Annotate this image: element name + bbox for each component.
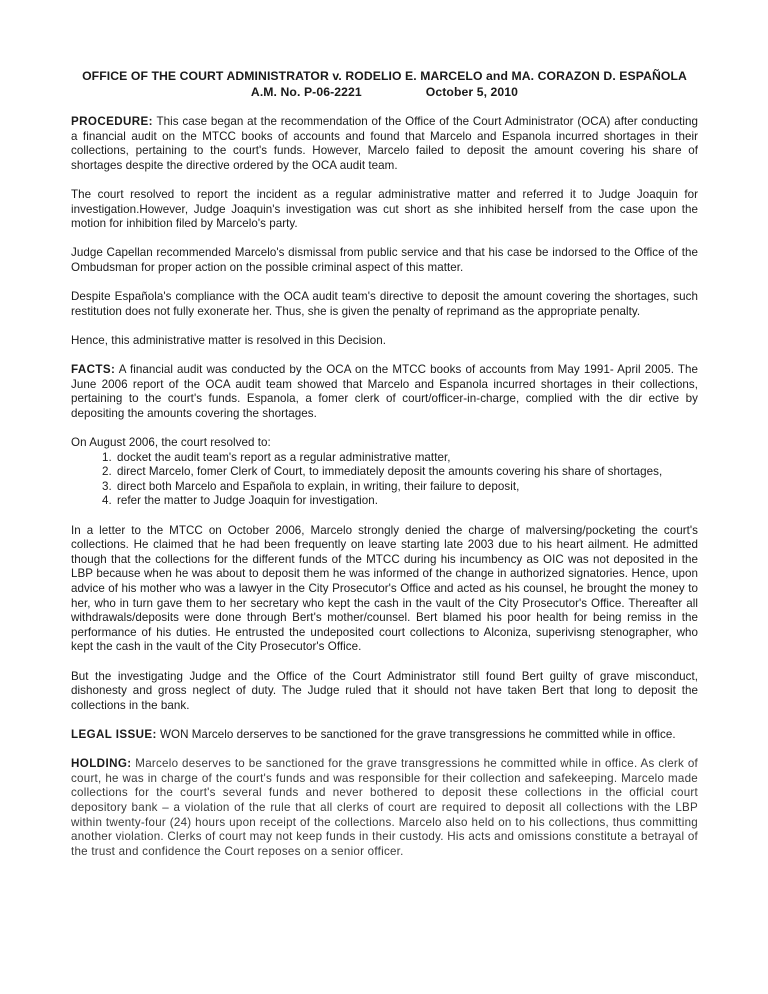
holding-label: HOLDING: [71,757,132,771]
list-item: 4. refer the matter to Judge Joaquin for investigation. [115,494,698,509]
document-title [71,68,698,100]
case-reference [71,84,698,100]
case-number: A.M. No. P-06-2221 [250,85,362,99]
procedure-label: PROCEDURE: [71,115,153,128]
resolution-intro: On August 2006, the court resolved to: [71,436,271,450]
resolution-note-paragraph: Hence, this administrative matter is resolved in this Decision. [71,333,387,347]
facts-label: FACTS: [71,363,116,377]
finding-paragraph: But the investigating Judge and the Office of the Court Administrator still found Bert guilty of grave misconduct, dishonesty and gross neglect of duty. The Judge ruled that it should not have taken Bert that long to deposit the collections in the bank. [71,669,698,712]
list-item: 3. direct both Marcelo and Española to explain, in writing, their failure to deposit, [115,480,698,495]
referral-paragraph: The court resolved to report the incident as a regular administrative matter and referred it to Judge Joaquin for investigation.However, Judge Joaquin's investigation was cut short as she inhibited herself from the case upon the motion for inhibition filed by Marcelo's party. [71,187,698,231]
letter-paragraph: In a letter to the MTCC on October 2006, Marcelo strongly denied the charge of malversing/pocketing the court's collections. He claimed that he had been frequently on leave starting late 2003 due to his heart ailment. He admitted though that the collections for the different funds of the MTCC during his incumbency as OIC was not deposited in the LBP because when he was about to deposit them he was informed of the change in authorized signatories. Hence, upon advice of his mother who was a lawyer in the City Prosecutor's Office and acted as his counsel, he brought the money to her, who in turn gave them to her secretary who kept the cash in the vault of the City Prosecutor's Office. Thereafter all withdrawals/deposits were done through Bert's mother/counsel. Bert blamed his poor health for being remiss in the performance of his duties. He entrusted the undeposited court collections to Alconiza, superivisng stenographer, who kept the cash in the vault of the City Prosecutor's Office. [71,523,698,654]
facts-text: A financial audit was conducted by the OCA on the MTCC books of accounts from May 1991- April 2005. The June 2006 report of the OCA audit team showed that Marcelo and Espanola incurred shortages in their collections, pertaining to the court's funds. Espanola, a fomer clerk of court/officer-in-charge, complied with the dir ective by depositing the amounts covering the shortages. [71,363,698,420]
holding-text: Marcelo deserves to be sanctioned for the grave transgressions he committed while in office. As clerk of court, he was in charge of the court's funds and was responsible for their collection and safekeeping. Marcelo made collections for the court's several funds and never bothered to deposit these collections in the official court depository bank – a violation of the rule that all clerks of court are required to deposit all collections with the LBP within twenty-four (24) hours upon receipt of the collections. Marcelo also held on to his collections, thus committing another violation. Clerks of court may not keep funds in their custody. His acts and omissions constitute a betrayal of the trust and confidence the Court reposes on a senior officer. [71,757,698,858]
holding-paragraph [71,757,698,859]
procedure-paragraph [71,115,698,173]
facts-paragraph [71,363,698,421]
legal-issue-paragraph [71,728,698,743]
recommendation-paragraph: Judge Capellan recommended Marcelo's dismissal from public service and that his case be indorsed to the Office of the Ombudsman for proper action on the possible criminal aspect of this matter. [71,246,698,274]
legal-issue-label: LEGAL ISSUE: [71,727,157,741]
resolution-block [71,436,698,509]
list-item: 2. direct Marcelo, fomer Clerk of Court, to immediately deposit the amounts covering his share of shortages, [115,465,698,480]
procedure-text: This case began at the recommendation of the Office of the Court Administrator (OCA) after conducting a financial audit on the MTCC books of accounts and found that Marcelo and Espanola incurred shortages in their collections, pertaining to the court's funds. However, Marcelo failed to deposit the amount covering his share of shortages despite the directive ordered by the OCA audit team. [71,115,698,172]
case-title: OFFICE OF THE COURT ADMINISTRATOR v. RODELIO E. MARCELO and MA. CORAZON D. ESPAÑOLA [82,69,687,83]
list-item: 1. docket the audit team's report as a regular administrative matter, [115,451,698,466]
legal-issue-text: WON Marcelo derserves to be sanctioned for the grave transgressions he committed while in office. [156,727,676,741]
espanola-paragraph: Despite Española's compliance with the OCA audit team's directive to deposit the amount covering the shortages, such restitution does not fully exonerate her. Thus, she is given the penalty of reprimand as the appropriate penalty. [71,290,698,318]
document-page [71,68,698,859]
decision-date: October 5, 2010 [425,85,519,99]
resolution-list [71,451,698,509]
